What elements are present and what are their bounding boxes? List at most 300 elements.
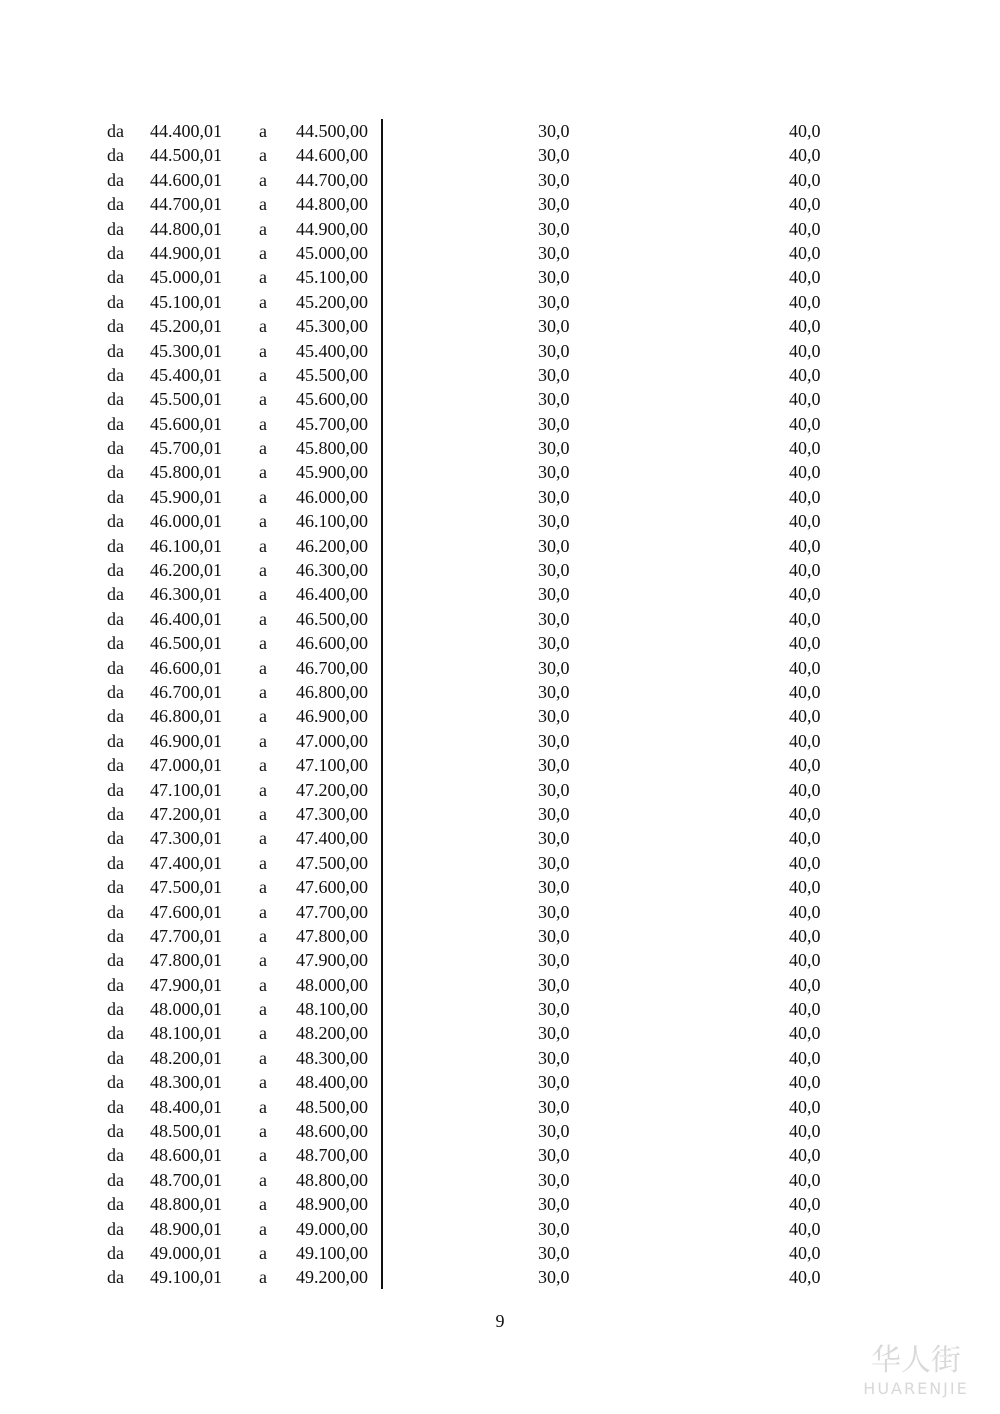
table-row bbox=[0, 314, 1000, 338]
table-row bbox=[0, 900, 1000, 924]
table-row bbox=[0, 656, 1000, 680]
row-value-2: 40,0 bbox=[789, 535, 821, 556]
row-a-label: a bbox=[259, 1194, 267, 1215]
row-value-2: 40,0 bbox=[789, 999, 821, 1020]
row-value-1: 30,0 bbox=[538, 779, 570, 800]
table-row bbox=[0, 1241, 1000, 1265]
row-a-label: a bbox=[259, 267, 267, 288]
row-da-label: da bbox=[107, 950, 124, 971]
row-value-2: 40,0 bbox=[789, 486, 821, 507]
row-a-label: a bbox=[259, 438, 267, 459]
row-value-2: 40,0 bbox=[789, 755, 821, 776]
row-da-label: da bbox=[107, 779, 124, 800]
row-value-1: 30,0 bbox=[538, 925, 570, 946]
row-value-1: 30,0 bbox=[538, 1047, 570, 1068]
row-from-value: 46.700,01 bbox=[150, 681, 222, 702]
row-value-2: 40,0 bbox=[789, 462, 821, 483]
row-to-value: 45.700,00 bbox=[296, 413, 368, 434]
row-a-label: a bbox=[259, 584, 267, 605]
row-to-value: 47.300,00 bbox=[296, 803, 368, 824]
row-value-1: 30,0 bbox=[538, 194, 570, 215]
table-row bbox=[0, 241, 1000, 265]
row-a-label: a bbox=[259, 1169, 267, 1190]
row-from-value: 47.900,01 bbox=[150, 974, 222, 995]
table-row bbox=[0, 826, 1000, 850]
row-value-2: 40,0 bbox=[789, 413, 821, 434]
row-a-label: a bbox=[259, 828, 267, 849]
row-da-label: da bbox=[107, 486, 124, 507]
row-to-value: 49.200,00 bbox=[296, 1267, 368, 1288]
row-value-2: 40,0 bbox=[789, 901, 821, 922]
row-value-2: 40,0 bbox=[789, 925, 821, 946]
table-row bbox=[0, 412, 1000, 436]
row-value-2: 40,0 bbox=[789, 1218, 821, 1239]
table-row bbox=[0, 973, 1000, 997]
row-a-label: a bbox=[259, 779, 267, 800]
row-da-label: da bbox=[107, 1267, 124, 1288]
row-from-value: 47.600,01 bbox=[150, 901, 222, 922]
row-value-2: 40,0 bbox=[789, 852, 821, 873]
row-da-label: da bbox=[107, 608, 124, 629]
table-row bbox=[0, 582, 1000, 606]
row-value-1: 30,0 bbox=[538, 121, 570, 141]
row-from-value: 46.600,01 bbox=[150, 657, 222, 678]
table-row bbox=[0, 558, 1000, 582]
row-value-1: 30,0 bbox=[538, 1023, 570, 1044]
row-value-1: 30,0 bbox=[538, 828, 570, 849]
row-to-value: 47.200,00 bbox=[296, 779, 368, 800]
row-to-value: 44.700,00 bbox=[296, 169, 368, 190]
row-from-value: 46.900,01 bbox=[150, 730, 222, 751]
table-row bbox=[0, 631, 1000, 655]
row-da-label: da bbox=[107, 901, 124, 922]
row-value-1: 30,0 bbox=[538, 803, 570, 824]
row-to-value: 45.400,00 bbox=[296, 340, 368, 361]
row-da-label: da bbox=[107, 267, 124, 288]
row-to-value: 48.500,00 bbox=[296, 1096, 368, 1117]
row-da-label: da bbox=[107, 218, 124, 239]
row-value-2: 40,0 bbox=[789, 1242, 821, 1263]
row-from-value: 49.100,01 bbox=[150, 1267, 222, 1288]
watermark-chinese: 华人街 bbox=[871, 1343, 961, 1378]
row-da-label: da bbox=[107, 121, 124, 141]
row-value-2: 40,0 bbox=[789, 560, 821, 581]
table-row bbox=[0, 1095, 1000, 1119]
row-da-label: da bbox=[107, 560, 124, 581]
row-value-1: 30,0 bbox=[538, 316, 570, 337]
row-to-value: 47.400,00 bbox=[296, 828, 368, 849]
row-from-value: 44.700,01 bbox=[150, 194, 222, 215]
row-value-2: 40,0 bbox=[789, 267, 821, 288]
row-value-2: 40,0 bbox=[789, 730, 821, 751]
row-da-label: da bbox=[107, 1242, 124, 1263]
row-to-value: 45.900,00 bbox=[296, 462, 368, 483]
row-da-label: da bbox=[107, 511, 124, 532]
row-to-value: 46.600,00 bbox=[296, 633, 368, 654]
row-value-1: 30,0 bbox=[538, 291, 570, 312]
row-value-1: 30,0 bbox=[538, 462, 570, 483]
table-row bbox=[0, 948, 1000, 972]
row-da-label: da bbox=[107, 145, 124, 166]
row-from-value: 44.500,01 bbox=[150, 145, 222, 166]
row-da-label: da bbox=[107, 1096, 124, 1117]
row-da-label: da bbox=[107, 755, 124, 776]
table-row bbox=[0, 265, 1000, 289]
row-a-label: a bbox=[259, 291, 267, 312]
row-da-label: da bbox=[107, 681, 124, 702]
row-from-value: 46.000,01 bbox=[150, 511, 222, 532]
row-value-1: 30,0 bbox=[538, 901, 570, 922]
row-to-value: 48.400,00 bbox=[296, 1072, 368, 1093]
row-value-1: 30,0 bbox=[538, 1194, 570, 1215]
row-from-value: 47.000,01 bbox=[150, 755, 222, 776]
table-row bbox=[0, 1070, 1000, 1094]
row-a-label: a bbox=[259, 877, 267, 898]
row-value-1: 30,0 bbox=[538, 1072, 570, 1093]
table-row bbox=[0, 460, 1000, 484]
row-a-label: a bbox=[259, 633, 267, 654]
row-value-1: 30,0 bbox=[538, 145, 570, 166]
row-to-value: 48.100,00 bbox=[296, 999, 368, 1020]
row-to-value: 49.000,00 bbox=[296, 1218, 368, 1239]
row-a-label: a bbox=[259, 657, 267, 678]
range-table bbox=[0, 119, 1000, 1290]
table-row bbox=[0, 436, 1000, 460]
row-from-value: 49.000,01 bbox=[150, 1242, 222, 1263]
table-row bbox=[0, 339, 1000, 363]
row-da-label: da bbox=[107, 364, 124, 385]
row-from-value: 46.800,01 bbox=[150, 706, 222, 727]
table-row bbox=[0, 753, 1000, 777]
row-value-2: 40,0 bbox=[789, 1047, 821, 1068]
row-from-value: 48.500,01 bbox=[150, 1121, 222, 1142]
row-from-value: 45.700,01 bbox=[150, 438, 222, 459]
row-value-1: 30,0 bbox=[538, 584, 570, 605]
row-value-1: 30,0 bbox=[538, 218, 570, 239]
row-da-label: da bbox=[107, 657, 124, 678]
row-from-value: 47.300,01 bbox=[150, 828, 222, 849]
table-row bbox=[0, 290, 1000, 314]
row-to-value: 45.300,00 bbox=[296, 316, 368, 337]
table-row bbox=[0, 387, 1000, 411]
row-from-value: 46.400,01 bbox=[150, 608, 222, 629]
row-value-2: 40,0 bbox=[789, 1194, 821, 1215]
table-row bbox=[0, 1168, 1000, 1192]
row-value-1: 30,0 bbox=[538, 511, 570, 532]
row-to-value: 44.600,00 bbox=[296, 145, 368, 166]
row-value-2: 40,0 bbox=[789, 1145, 821, 1166]
row-to-value: 45.800,00 bbox=[296, 438, 368, 459]
row-a-label: a bbox=[259, 413, 267, 434]
row-a-label: a bbox=[259, 218, 267, 239]
row-value-1: 30,0 bbox=[538, 1096, 570, 1117]
row-da-label: da bbox=[107, 828, 124, 849]
row-value-1: 30,0 bbox=[538, 877, 570, 898]
row-da-label: da bbox=[107, 1218, 124, 1239]
row-to-value: 47.700,00 bbox=[296, 901, 368, 922]
row-a-label: a bbox=[259, 1096, 267, 1117]
row-da-label: da bbox=[107, 194, 124, 215]
row-da-label: da bbox=[107, 1194, 124, 1215]
row-da-label: da bbox=[107, 852, 124, 873]
row-to-value: 45.500,00 bbox=[296, 364, 368, 385]
row-value-2: 40,0 bbox=[789, 657, 821, 678]
row-da-label: da bbox=[107, 242, 124, 263]
row-value-2: 40,0 bbox=[789, 803, 821, 824]
row-a-label: a bbox=[259, 242, 267, 263]
row-from-value: 44.600,01 bbox=[150, 169, 222, 190]
row-a-label: a bbox=[259, 999, 267, 1020]
row-from-value: 48.000,01 bbox=[150, 999, 222, 1020]
row-from-value: 48.100,01 bbox=[150, 1023, 222, 1044]
row-da-label: da bbox=[107, 974, 124, 995]
row-to-value: 45.200,00 bbox=[296, 291, 368, 312]
row-a-label: a bbox=[259, 901, 267, 922]
row-da-label: da bbox=[107, 169, 124, 190]
row-from-value: 45.200,01 bbox=[150, 316, 222, 337]
row-value-1: 30,0 bbox=[538, 340, 570, 361]
row-da-label: da bbox=[107, 1145, 124, 1166]
row-value-1: 30,0 bbox=[538, 438, 570, 459]
row-a-label: a bbox=[259, 1267, 267, 1288]
row-da-label: da bbox=[107, 1169, 124, 1190]
table-row bbox=[0, 217, 1000, 241]
row-from-value: 47.700,01 bbox=[150, 925, 222, 946]
watermark-latin: HUARENJIE bbox=[863, 1379, 969, 1398]
row-value-1: 30,0 bbox=[538, 1121, 570, 1142]
row-from-value: 45.800,01 bbox=[150, 462, 222, 483]
row-to-value: 44.800,00 bbox=[296, 194, 368, 215]
row-from-value: 45.500,01 bbox=[150, 389, 222, 410]
table-row bbox=[0, 1119, 1000, 1143]
row-value-1: 30,0 bbox=[538, 730, 570, 751]
table-row bbox=[0, 680, 1000, 704]
row-to-value: 45.000,00 bbox=[296, 242, 368, 263]
row-value-1: 30,0 bbox=[538, 169, 570, 190]
row-da-label: da bbox=[107, 633, 124, 654]
row-a-label: a bbox=[259, 340, 267, 361]
row-from-value: 47.200,01 bbox=[150, 803, 222, 824]
row-value-2: 40,0 bbox=[789, 340, 821, 361]
row-from-value: 45.900,01 bbox=[150, 486, 222, 507]
row-value-1: 30,0 bbox=[538, 1145, 570, 1166]
row-a-label: a bbox=[259, 1242, 267, 1263]
row-value-2: 40,0 bbox=[789, 1121, 821, 1142]
row-from-value: 45.400,01 bbox=[150, 364, 222, 385]
page-number: 9 bbox=[495, 1311, 505, 1331]
table-row bbox=[0, 1046, 1000, 1070]
row-value-1: 30,0 bbox=[538, 364, 570, 385]
row-from-value: 48.400,01 bbox=[150, 1096, 222, 1117]
row-from-value: 45.000,01 bbox=[150, 267, 222, 288]
row-value-2: 40,0 bbox=[789, 633, 821, 654]
row-da-label: da bbox=[107, 999, 124, 1020]
row-a-label: a bbox=[259, 730, 267, 751]
row-da-label: da bbox=[107, 584, 124, 605]
row-value-1: 30,0 bbox=[538, 1218, 570, 1239]
row-value-2: 40,0 bbox=[789, 681, 821, 702]
row-a-label: a bbox=[259, 1121, 267, 1142]
row-value-1: 30,0 bbox=[538, 706, 570, 727]
row-value-1: 30,0 bbox=[538, 242, 570, 263]
row-a-label: a bbox=[259, 706, 267, 727]
row-value-1: 30,0 bbox=[538, 389, 570, 410]
table-row bbox=[0, 1192, 1000, 1216]
row-to-value: 47.500,00 bbox=[296, 852, 368, 873]
row-from-value: 46.100,01 bbox=[150, 535, 222, 556]
table-row bbox=[0, 607, 1000, 631]
row-da-label: da bbox=[107, 413, 124, 434]
row-to-value: 48.700,00 bbox=[296, 1145, 368, 1166]
row-value-2: 40,0 bbox=[789, 584, 821, 605]
table-row bbox=[0, 778, 1000, 802]
table-row bbox=[0, 875, 1000, 899]
row-from-value: 44.900,01 bbox=[150, 242, 222, 263]
row-a-label: a bbox=[259, 1218, 267, 1239]
row-value-1: 30,0 bbox=[538, 755, 570, 776]
table-row bbox=[0, 851, 1000, 875]
row-da-label: da bbox=[107, 462, 124, 483]
row-da-label: da bbox=[107, 389, 124, 410]
table-row bbox=[0, 1143, 1000, 1167]
row-a-label: a bbox=[259, 803, 267, 824]
row-value-1: 30,0 bbox=[538, 608, 570, 629]
row-value-1: 30,0 bbox=[538, 267, 570, 288]
row-value-1: 30,0 bbox=[538, 1169, 570, 1190]
row-to-value: 46.800,00 bbox=[296, 681, 368, 702]
row-from-value: 45.100,01 bbox=[150, 291, 222, 312]
row-da-label: da bbox=[107, 340, 124, 361]
row-da-label: da bbox=[107, 803, 124, 824]
row-da-label: da bbox=[107, 730, 124, 751]
column-divider bbox=[381, 119, 383, 1289]
row-value-1: 30,0 bbox=[538, 852, 570, 873]
row-value-1: 30,0 bbox=[538, 950, 570, 971]
row-value-1: 30,0 bbox=[538, 486, 570, 507]
row-from-value: 48.300,01 bbox=[150, 1072, 222, 1093]
row-from-value: 47.100,01 bbox=[150, 779, 222, 800]
watermark-logo bbox=[846, 1336, 986, 1400]
row-to-value: 47.600,00 bbox=[296, 877, 368, 898]
row-to-value: 45.600,00 bbox=[296, 389, 368, 410]
row-to-value: 47.800,00 bbox=[296, 925, 368, 946]
row-da-label: da bbox=[107, 706, 124, 727]
row-a-label: a bbox=[259, 535, 267, 556]
row-value-2: 40,0 bbox=[789, 828, 821, 849]
row-a-label: a bbox=[259, 560, 267, 581]
row-value-2: 40,0 bbox=[789, 950, 821, 971]
row-to-value: 46.700,00 bbox=[296, 657, 368, 678]
row-from-value: 48.700,01 bbox=[150, 1169, 222, 1190]
row-da-label: da bbox=[107, 535, 124, 556]
row-value-2: 40,0 bbox=[789, 511, 821, 532]
row-da-label: da bbox=[107, 438, 124, 459]
row-value-2: 40,0 bbox=[789, 877, 821, 898]
row-da-label: da bbox=[107, 1023, 124, 1044]
table-row bbox=[0, 1265, 1000, 1289]
row-value-1: 30,0 bbox=[538, 1267, 570, 1288]
row-to-value: 47.000,00 bbox=[296, 730, 368, 751]
row-value-2: 40,0 bbox=[789, 218, 821, 239]
row-value-2: 40,0 bbox=[789, 706, 821, 727]
row-a-label: a bbox=[259, 145, 267, 166]
row-da-label: da bbox=[107, 316, 124, 337]
row-value-2: 40,0 bbox=[789, 1267, 821, 1288]
row-from-value: 48.800,01 bbox=[150, 1194, 222, 1215]
row-value-2: 40,0 bbox=[789, 438, 821, 459]
row-to-value: 48.900,00 bbox=[296, 1194, 368, 1215]
table-row bbox=[0, 363, 1000, 387]
row-a-label: a bbox=[259, 462, 267, 483]
row-to-value: 48.300,00 bbox=[296, 1047, 368, 1068]
row-da-label: da bbox=[107, 925, 124, 946]
row-da-label: da bbox=[107, 1121, 124, 1142]
row-from-value: 48.600,01 bbox=[150, 1145, 222, 1166]
row-to-value: 46.100,00 bbox=[296, 511, 368, 532]
row-value-2: 40,0 bbox=[789, 121, 821, 141]
row-a-label: a bbox=[259, 486, 267, 507]
row-value-1: 30,0 bbox=[538, 560, 570, 581]
row-value-2: 40,0 bbox=[789, 1096, 821, 1117]
row-value-2: 40,0 bbox=[789, 194, 821, 215]
row-a-label: a bbox=[259, 1047, 267, 1068]
row-to-value: 46.000,00 bbox=[296, 486, 368, 507]
row-from-value: 47.800,01 bbox=[150, 950, 222, 971]
row-value-2: 40,0 bbox=[789, 974, 821, 995]
row-to-value: 44.900,00 bbox=[296, 218, 368, 239]
row-to-value: 49.100,00 bbox=[296, 1242, 368, 1263]
row-a-label: a bbox=[259, 364, 267, 385]
row-value-1: 30,0 bbox=[538, 999, 570, 1020]
table-row bbox=[0, 192, 1000, 216]
row-a-label: a bbox=[259, 389, 267, 410]
row-from-value: 47.400,01 bbox=[150, 852, 222, 873]
row-value-1: 30,0 bbox=[538, 535, 570, 556]
row-to-value: 46.200,00 bbox=[296, 535, 368, 556]
table-row bbox=[0, 997, 1000, 1021]
row-value-1: 30,0 bbox=[538, 657, 570, 678]
row-from-value: 47.500,01 bbox=[150, 877, 222, 898]
row-to-value: 47.900,00 bbox=[296, 950, 368, 971]
row-value-2: 40,0 bbox=[789, 608, 821, 629]
row-value-2: 40,0 bbox=[789, 145, 821, 166]
row-from-value: 46.300,01 bbox=[150, 584, 222, 605]
row-to-value: 45.100,00 bbox=[296, 267, 368, 288]
table-row bbox=[0, 143, 1000, 167]
table-row bbox=[0, 485, 1000, 509]
row-value-2: 40,0 bbox=[789, 316, 821, 337]
row-a-label: a bbox=[259, 950, 267, 971]
row-to-value: 46.400,00 bbox=[296, 584, 368, 605]
row-value-2: 40,0 bbox=[789, 364, 821, 385]
row-to-value: 44.500,00 bbox=[296, 121, 368, 141]
table-row bbox=[0, 802, 1000, 826]
table-row bbox=[0, 704, 1000, 728]
row-to-value: 48.200,00 bbox=[296, 1023, 368, 1044]
row-value-2: 40,0 bbox=[789, 779, 821, 800]
row-value-1: 30,0 bbox=[538, 681, 570, 702]
row-a-label: a bbox=[259, 121, 267, 141]
table-row bbox=[0, 119, 1000, 143]
row-value-2: 40,0 bbox=[789, 1072, 821, 1093]
table-row bbox=[0, 534, 1000, 558]
row-value-2: 40,0 bbox=[789, 242, 821, 263]
row-value-1: 30,0 bbox=[538, 974, 570, 995]
row-a-label: a bbox=[259, 511, 267, 532]
row-value-2: 40,0 bbox=[789, 169, 821, 190]
row-from-value: 48.200,01 bbox=[150, 1047, 222, 1068]
row-from-value: 46.500,01 bbox=[150, 633, 222, 654]
